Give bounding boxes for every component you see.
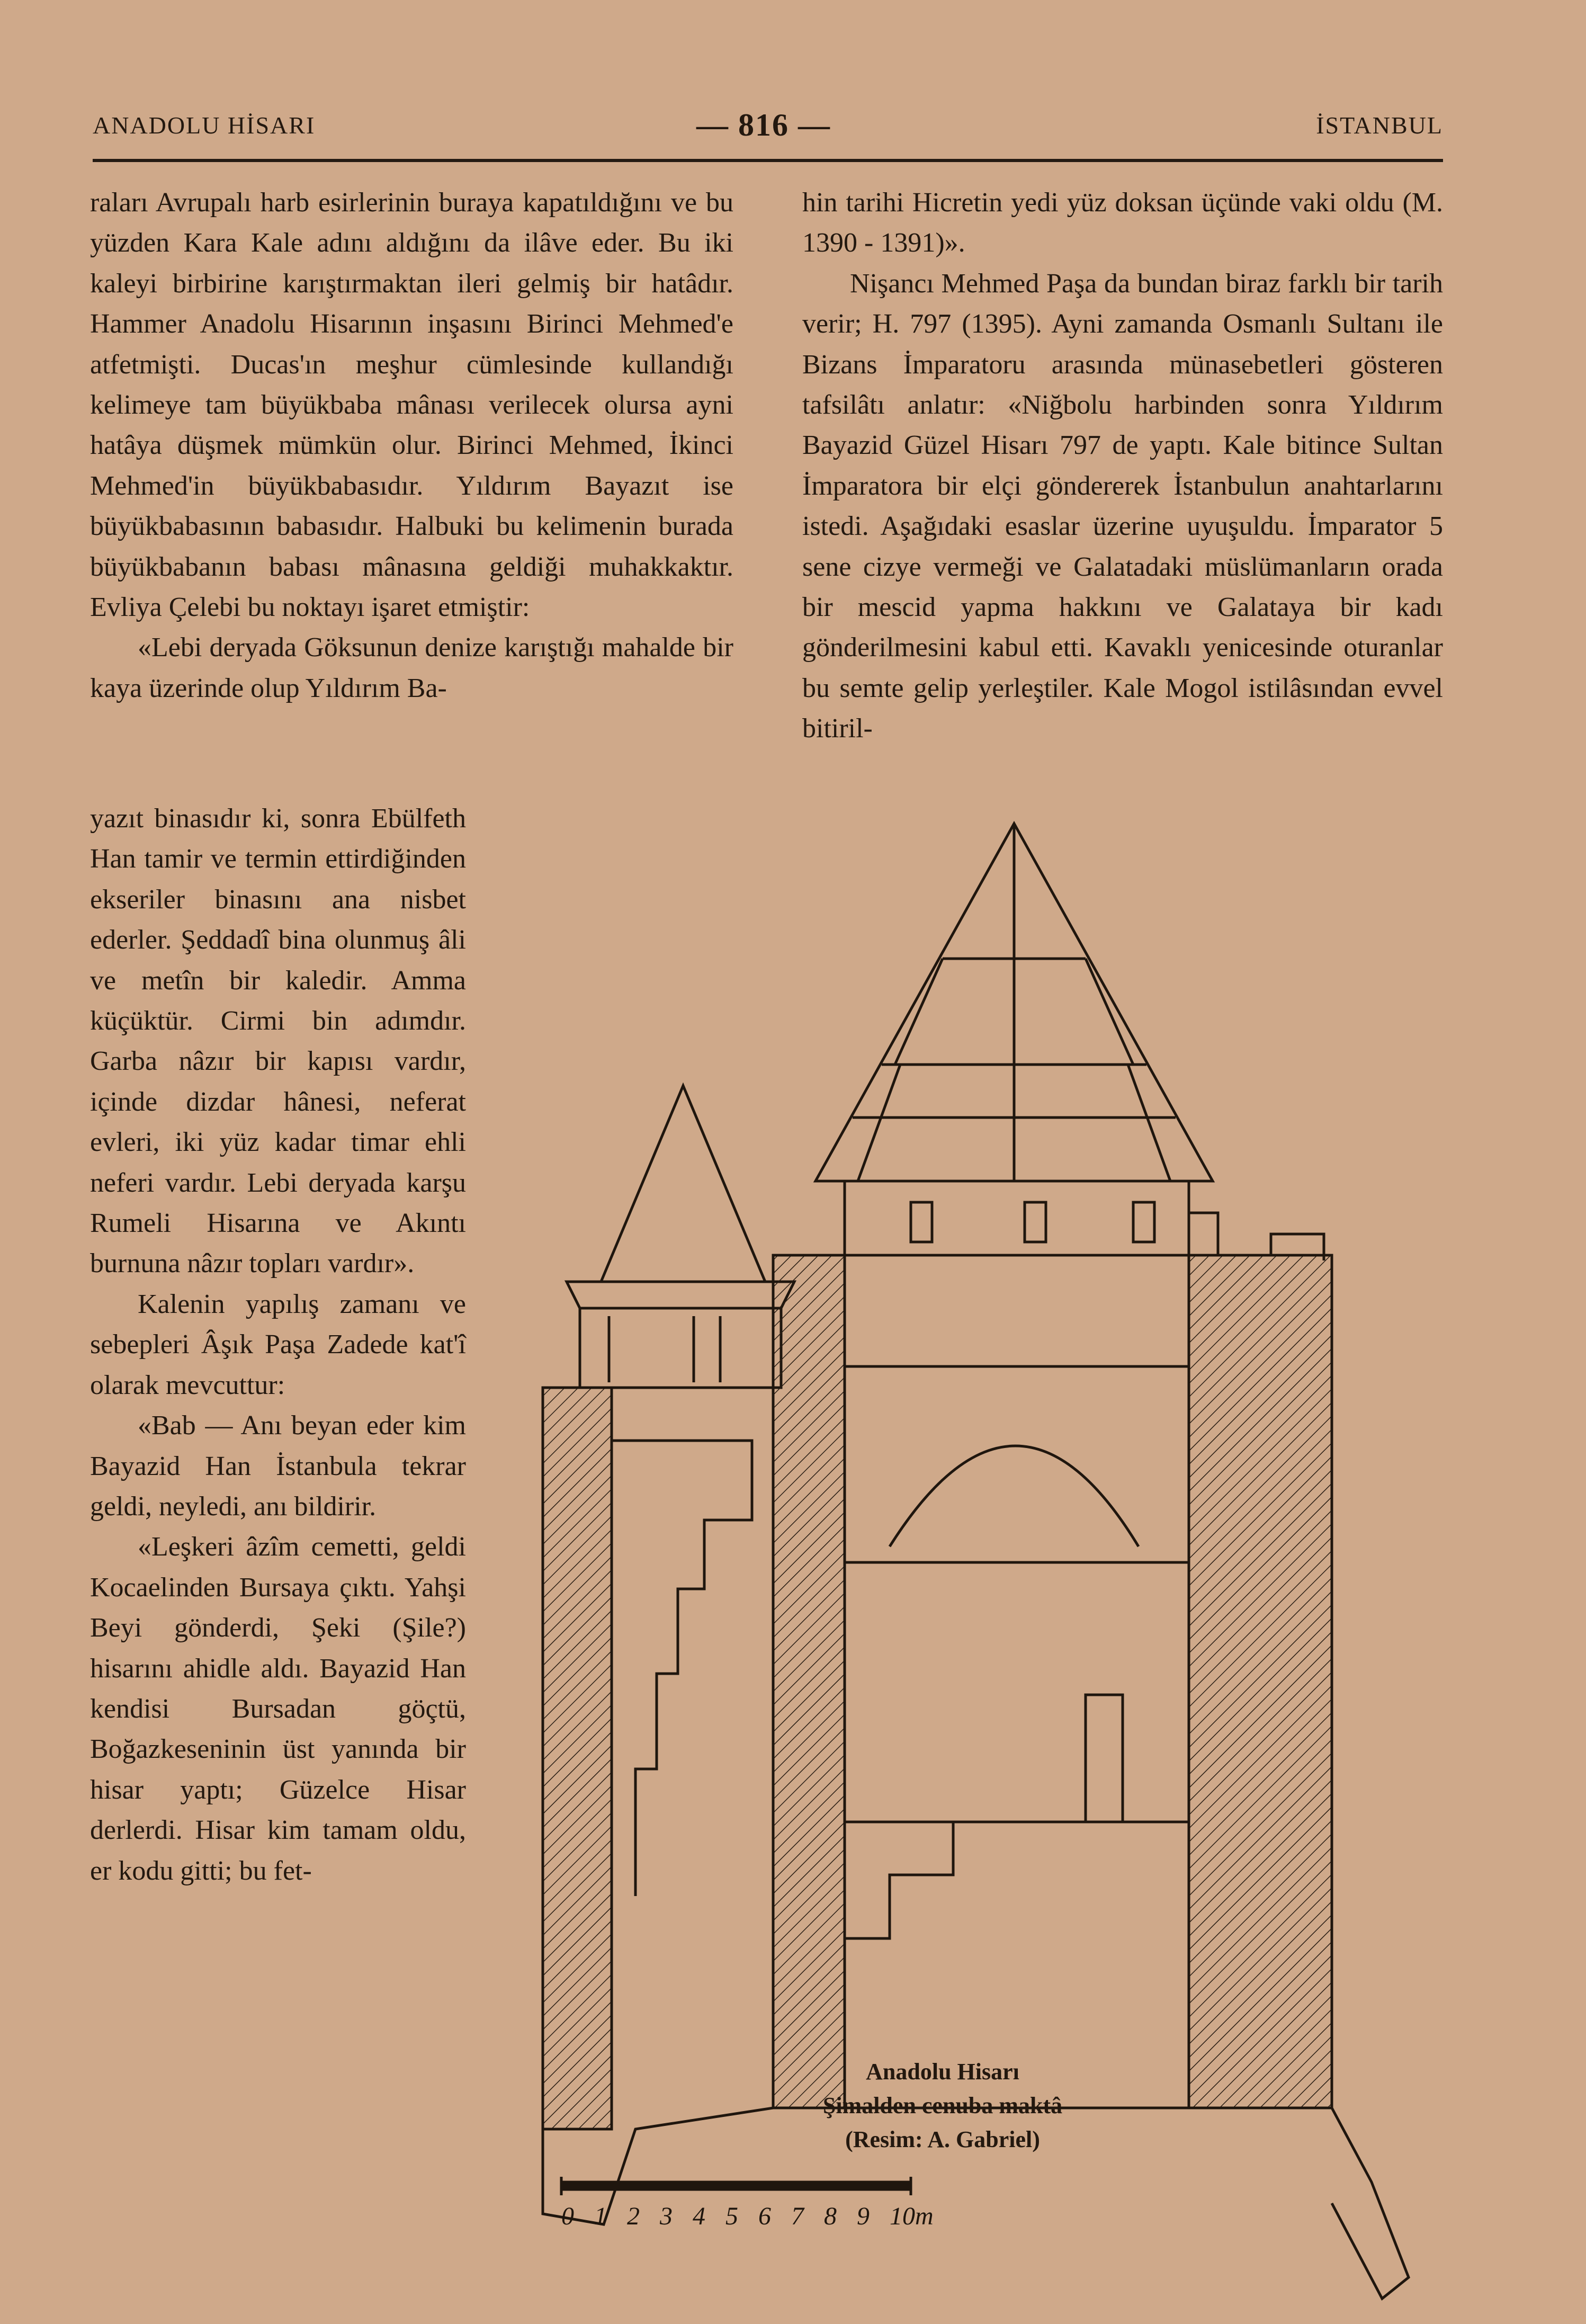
header-section-title: ANADOLU HİSARI xyxy=(93,112,316,139)
header-rule xyxy=(93,159,1443,162)
dome xyxy=(890,1446,1139,1547)
paragraph: yazıt binasıdır ki, sonra Ebülfeth Han tamir ve termin ettirdiğinden ekseriler binasını ana nisbet ederler. Şeddadî bina olunmuş âli ve metîn bir kaledir. Amma küçüktür. Cirmi bin adımdır. Garba nâzır bir kapısı vardır, içinde dizdar hânesi, neferat evleri, iki yüz kadar timar ehli neferi vardır. Lebi deryada karşu Rumeli Hisarına ve Akıntı burnuna nâzır topları vardır». xyxy=(90,803,466,1279)
scale-label: 3 xyxy=(660,2202,673,2230)
figure-caption xyxy=(731,2055,1154,2157)
paragraph: «Bab — Anı beyan eder kim Bayazid Han İstanbula tekrar geldi, neyledi, anı bildirir. xyxy=(90,1410,466,1522)
right-column xyxy=(802,183,1443,749)
caption-line: Anadolu Hisarı xyxy=(866,2059,1019,2085)
scale-labels xyxy=(561,2202,934,2230)
scale-label: 9 xyxy=(857,2202,870,2230)
page-number: — 816 — xyxy=(696,108,831,142)
stair xyxy=(612,1441,752,1896)
left-column-narrow xyxy=(90,799,466,1891)
scale-label: 1 xyxy=(594,2202,607,2230)
scale-label: 2 xyxy=(627,2202,640,2230)
caption-line: (Resim: A. Gabriel) xyxy=(845,2126,1040,2152)
paragraph: «Lebi deryada Göksunun denize karıştığı mahalde bir kaya üzerinde olup Yıldırım Ba- xyxy=(90,632,733,703)
paragraph: Nişancı Mehmed Paşa da bundan biraz farklı bir tarih verir; H. 797 (1395). Ayni zamanda Osmanlı Sultanı ile Bizans İmparatoru arasında münasebetleri gösteren tafsilâtı anlatır: «Niğbolu harbinden sonra Yıldırım Bayazid Güzel Hisarı 797 de yaptı. Kale bitince Sultan İmparatora bir elçi göndererek İstanbulun anahtarlarını istedi. Aşağıdaki esaslar üzerine uyuşuldu. İmparator 5 sene cizye vermeği ve Galatadaki müslümanların orada bir mescid yapma hakkını ve Galataya bir kadı gönderilmesini kabul etti. Kavaklı yenicesinde oturanlar bu semte gelip yerleştiler. Kale Mogol istilâsından evvel bitiril- xyxy=(802,268,1443,744)
paragraph: raları Avrupalı harb esirlerinin buraya kapatıldığını ve bu yüzden Kara Kale adını aldığını da ilâve eder. Bu iki kaleyi birbirine karıştırmaktan ileri gelmiş bir hatâdır. Hammer Anadolu Hisarının inşasını Birinci Mehmed'e atfetmişti. Ducas'ın meşhur cümlesinde kullandığı kelimeye tam büyükbaba mânası verilecek olursa ayni hatâya düşmek mümkün olur. Birinci Mehmed, İkinci Mehmed'in büyükbabasıdır. Yıldırım Bayazıt ise büyükbabasının babasıdır. Halbuki bu kelimenin burada büyükbabanın babası mânasına geldiği muhakkaktır. Evliya Çelebi bu noktayı işaret etmiştir: xyxy=(90,187,733,623)
header-city: İSTANBUL xyxy=(1316,112,1443,139)
tower-top-floor xyxy=(845,1181,1189,1255)
scale-label: 5 xyxy=(725,2202,738,2230)
running-header xyxy=(93,108,1443,159)
paragraph: hin tarihi Hicretin yedi yüz doksan üçünde vaki oldu (M. 1390 - 1391)». xyxy=(802,187,1443,258)
turret-eave xyxy=(567,1282,794,1308)
small-turret-roof xyxy=(601,1086,765,1282)
turret-wall xyxy=(543,1388,612,2129)
tower-wall-left xyxy=(773,1255,845,2108)
tower-interior xyxy=(845,1255,1189,2108)
paragraph: Kalenin yapılış zamanı ve sebepleri Âşık Paşa Zadede kat'î olarak mevcuttur: xyxy=(90,1289,466,1400)
parapet xyxy=(1189,1213,1324,1261)
scale-label: 7 xyxy=(791,2202,804,2230)
scale-label: 0 xyxy=(561,2202,574,2230)
scale-label: 6 xyxy=(758,2202,771,2230)
caption-line: Şimalden cenuba maktâ xyxy=(822,2093,1063,2119)
left-column-wide xyxy=(90,183,733,709)
paragraph: «Leşkeri âzîm cemetti, geldi Kocaelinden Bursaya çıktı. Yahşi Beyi gönderdi, Şeki (Şile?) hisarını ahidle aldı. Bayazid Han kendisi Bursadan göçtü, Boğazkeseninin üst yanında bir hisar yaptı; Güzelce Hisar derlerdi. Hisar kim tamam oldu, er kodu gitti; bu fet- xyxy=(90,1532,466,1886)
scale-label: 8 xyxy=(824,2202,837,2230)
scale-label: 10m xyxy=(890,2202,934,2230)
tower-wall-right xyxy=(1189,1255,1332,2108)
scale-label: 4 xyxy=(693,2202,705,2230)
